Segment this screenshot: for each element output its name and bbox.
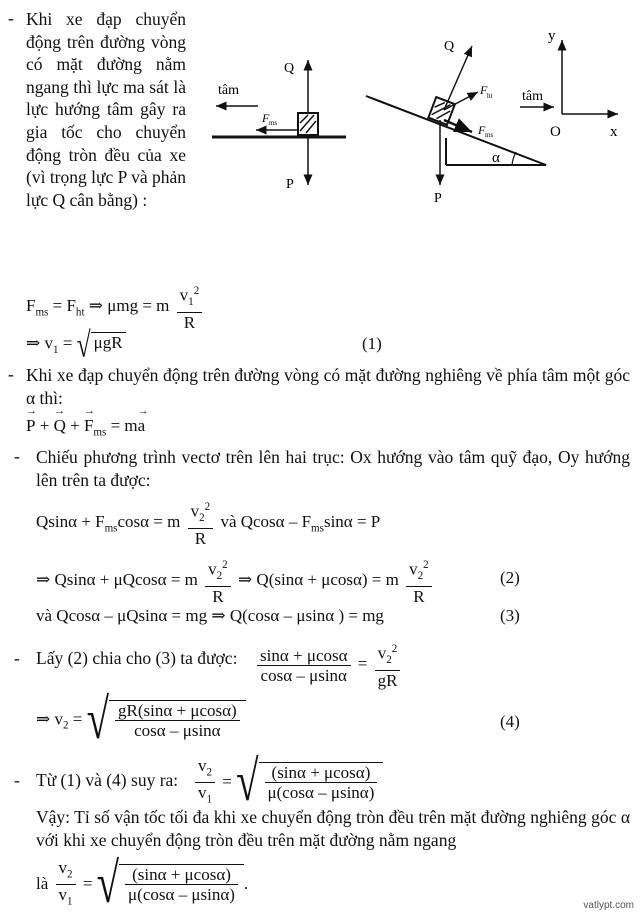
- eq1-num-sub: 1: [188, 296, 194, 309]
- vec-Fms-sub: ms: [93, 426, 107, 439]
- eqA-right-sub: ms: [311, 522, 324, 535]
- vec-plus: +: [65, 416, 84, 435]
- divide-den: cosα – μsinα: [260, 665, 347, 685]
- eq4-num: gR(sinα + μcosα): [115, 701, 240, 721]
- ratio-lhs-den-sub: 1: [206, 793, 213, 806]
- label-Fms-right-sub: ms: [485, 131, 494, 139]
- eq1-a: F: [26, 295, 36, 315]
- eq1-num-sup: 2: [193, 285, 200, 297]
- label-axis-x: x: [610, 124, 618, 140]
- eq4-a: ⇒ v: [36, 709, 63, 729]
- eq-3: và Qcosα – μQsinα = mg ⇒ Q(cosα – μsinα ) = mg: [36, 606, 384, 625]
- label-Fms-left-sub: ms: [269, 119, 278, 127]
- ratio-sqrt: √ $\frac{(\sin\alpha + \mu\cos\alpha)}{\mu(\cos\alpha - \mu\sin\alpha)}$: [236, 762, 383, 803]
- conclusion-rhs-num: (sinα + μcosα): [125, 865, 238, 885]
- eq2-num-sub: 2: [216, 570, 223, 583]
- eq-v1: [26, 324, 126, 365]
- eq4-sqrt: √ $\frac{gR(\sin\alpha + \mu\cos\alpha)}{\cos\alpha - \mu\sin\alpha}$: [87, 700, 246, 741]
- incline-triangle: [366, 96, 546, 165]
- label-P-right: P: [434, 191, 442, 206]
- eq4-b: =: [68, 709, 87, 729]
- eq-ratio: [192, 750, 383, 814]
- eq2-num-sup: 2: [222, 559, 228, 571]
- divide-num: sinα + μcosα: [257, 646, 351, 666]
- eq-friction: [26, 282, 205, 332]
- eq2-fraction-1: [205, 556, 231, 606]
- label-Fms-right: F: [478, 123, 486, 137]
- eq4-den: cosα – μsinα: [134, 721, 221, 740]
- eqA-right: và Qcosα – F: [220, 511, 312, 531]
- bullet-dash: -: [14, 770, 20, 790]
- ratio-lhs-num-sub: 2: [206, 766, 213, 779]
- eq-2: [36, 556, 435, 606]
- conclusion-rhs-fraction: [125, 865, 238, 904]
- conclusion-paragraph: Vậy: Tỉ số vận tốc tối đa khi xe chuyển động tròn đều trên mặt đường nghiêng góc α với khi xe chuyển động tròn đều trên mặt đường nằm ngang: [36, 807, 630, 850]
- vec-plus: +: [35, 416, 54, 435]
- conclusion-lhs-den: v: [58, 885, 68, 905]
- arrow-Q-right: [444, 46, 472, 110]
- conclusion-sqrt: √ $\frac{(\sin\alpha + \mu\cos\alpha)}{\mu(\cos\alpha - \mu\sin\alpha)}$: [97, 864, 244, 905]
- bullet-dash: -: [14, 446, 20, 466]
- label-alpha: α: [492, 150, 500, 166]
- label-axis-y: y: [548, 28, 556, 44]
- eq1-fraction: [177, 282, 203, 332]
- eq1-b-sub: ht: [75, 306, 85, 319]
- eq-projection: [36, 498, 380, 548]
- eq2-den: R: [413, 587, 425, 607]
- bullet-dash: -: [8, 364, 14, 384]
- divide-rhs-num-sup: 2: [391, 643, 398, 655]
- eqA-num: v: [190, 501, 200, 521]
- eq2-num-sup: 2: [423, 559, 429, 571]
- eq1-den: R: [183, 313, 196, 333]
- label-Fms-left: F: [262, 111, 270, 125]
- conclusion-rhs-den: μ(cosα – μsinα): [128, 885, 235, 905]
- eq2-den: R: [212, 587, 224, 607]
- divide-rhs-den: gR: [377, 671, 398, 691]
- label-P-left: P: [286, 177, 294, 192]
- label-axis-origin: O: [550, 124, 561, 140]
- eq2-tag: (2): [500, 568, 520, 587]
- vec-P: → P: [26, 416, 35, 436]
- ratio-eq: =: [222, 771, 237, 791]
- vec-Q: → Q: [54, 416, 66, 436]
- ratio-rhs-fraction: [265, 763, 378, 802]
- ratio-rhs-num: (sinα + μcosα): [265, 763, 378, 783]
- conclusion-lhs-num-sub: 2: [67, 868, 73, 881]
- bullet-dash: -: [8, 8, 14, 28]
- conclusion-lhs-den-sub: 1: [67, 895, 73, 908]
- label-Q-left: Q: [284, 61, 295, 76]
- vec-a: → a: [138, 416, 146, 436]
- ratio-rhs-den: μ(cosα – μsinα): [267, 783, 375, 803]
- eq1-v1-b: =: [58, 333, 77, 353]
- conclusion-lhs-fraction: [56, 858, 76, 912]
- eqA-den: R: [194, 529, 207, 549]
- eq-4: [36, 687, 246, 751]
- alpha-arc: [512, 152, 516, 165]
- eqA-left-sub: ms: [104, 522, 118, 535]
- ratio-lhs-num: v: [198, 756, 207, 775]
- divide-rhs-num: v: [377, 643, 387, 663]
- vec-Fms: → F: [84, 416, 93, 436]
- eq-conclusion: [36, 852, 249, 915]
- label-tam-left: tâm: [218, 83, 239, 98]
- incline-paragraph: Khi xe đạp chuyển động trên đường vòng có mặt đường nghiêng về phía tâm một góc α thì:: [26, 365, 630, 408]
- label-Fht-sub: ht: [487, 92, 493, 100]
- eq2-a: ⇒ Qsinα + μQcosα = m: [36, 569, 198, 589]
- vec-eq: = m: [106, 416, 138, 435]
- eq1-num: v: [179, 285, 189, 305]
- eq4-a-sub: 2: [63, 719, 69, 732]
- eq4-tag: (4): [500, 712, 520, 731]
- divide-fraction: [257, 646, 351, 685]
- eq2-num-sub: 2: [417, 570, 424, 583]
- eqA-left: Qsinα + F: [36, 511, 105, 531]
- divide-rhs-num-sub: 2: [386, 654, 392, 667]
- divide-eq: =: [357, 653, 372, 673]
- eq1-sqrt: √ μgR: [77, 332, 126, 358]
- eqA-num-sup: 2: [204, 501, 211, 513]
- divide-text: Lấy (2) chia cho (3) ta được:: [36, 648, 238, 668]
- ratio-lhs-fraction: [195, 756, 215, 810]
- eq1-v1-a: ⇒ v: [26, 333, 53, 353]
- eq4-fraction: [115, 701, 240, 740]
- eq2-num: v: [208, 559, 217, 579]
- label-Q-right: Q: [444, 39, 455, 54]
- divide-rhs-fraction: [375, 640, 401, 690]
- eq1-a-sub: ms: [35, 306, 49, 319]
- eq1-b: = F: [48, 295, 76, 315]
- ratio-text: Từ (1) và (4) suy ra:: [36, 770, 179, 790]
- eq2-num: v: [409, 559, 418, 579]
- label-tam-right: tâm: [522, 89, 543, 104]
- eq3-tag: (3): [500, 606, 520, 625]
- watermark: vatlypt.com: [583, 900, 634, 911]
- eq2-fraction-2: [406, 556, 432, 606]
- physics-figure: [200, 10, 640, 210]
- eq1-tag: (1): [362, 334, 382, 353]
- ratio-lhs-den: v: [198, 783, 207, 803]
- eq-divide: [254, 640, 403, 690]
- eq2-b: ⇒ Q(sinα + μcosα) = m: [237, 569, 399, 589]
- intro-paragraph: Khi xe đạp chuyển động trên đường vòng có mặt đường nằm ngang thì lực ma sát là lực hướng tâm gây ra gia tốc cho chuyển động tròn đều của xe (vì trọng lực P và phản lực Q cân bằng) :: [26, 9, 186, 210]
- conclusion-lhs-num: v: [58, 858, 68, 877]
- eq1-sqrt-arg: μgR: [91, 332, 126, 358]
- eqA-num-sub: 2: [199, 512, 205, 525]
- conclusion-end: .: [243, 873, 249, 893]
- eq1-v1-sub: 1: [53, 344, 59, 357]
- projection-paragraph: Chiếu phương trình vectơ trên lên hai trục: Ox hướng vào tâm quỹ đạo, Oy hướng lên trên ta được:: [36, 447, 630, 490]
- eq1-c: ⇒ μmg = m: [84, 295, 170, 315]
- bullet-dash: -: [14, 648, 20, 668]
- eq-newton-vector: [26, 416, 145, 438]
- eqA-right2: sinα = P: [323, 511, 381, 531]
- eqA-left2: cosα = m: [117, 511, 181, 531]
- eqA-fraction: [188, 498, 214, 548]
- conclusion-eq: =: [82, 873, 97, 893]
- label-Fht: F: [480, 83, 488, 97]
- conclusion-la: là: [36, 873, 49, 893]
